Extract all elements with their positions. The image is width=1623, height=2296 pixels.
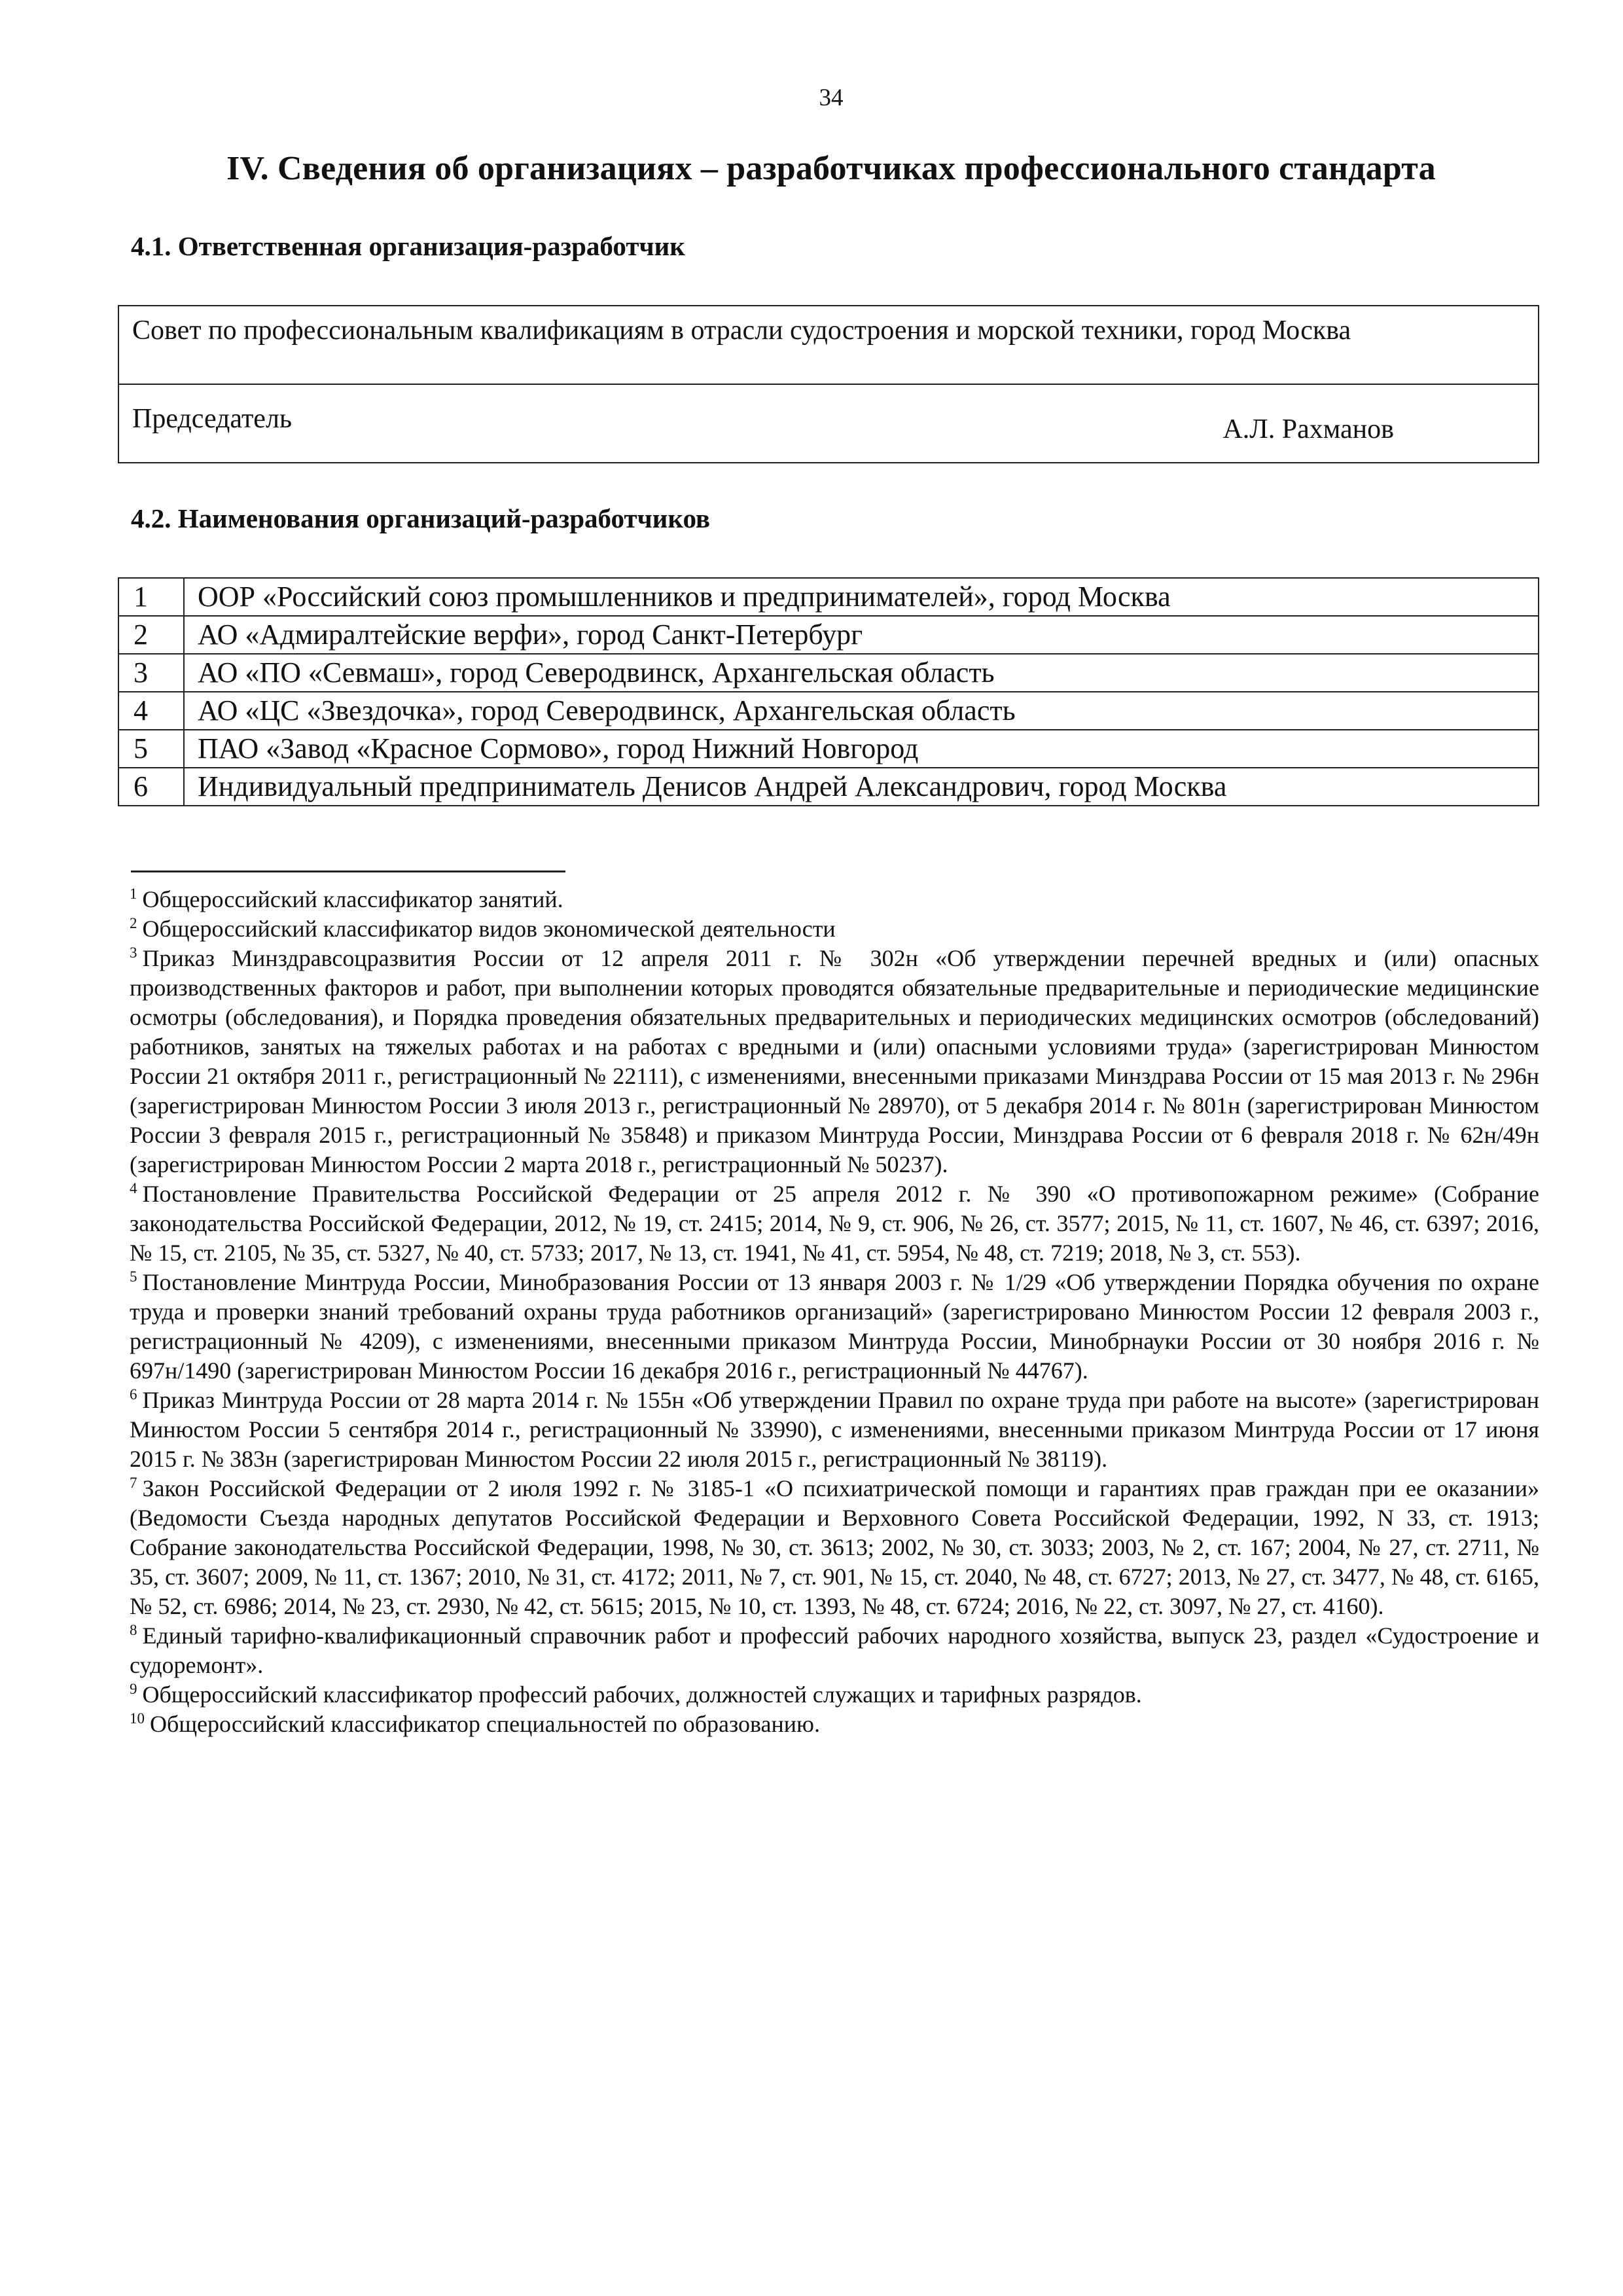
head-person: А.Л. Рахманов <box>1222 414 1394 444</box>
footnote-mark: 3 <box>130 944 137 961</box>
developer-orgs-table <box>118 577 1539 806</box>
footnote-mark: 1 <box>130 886 137 902</box>
head-role: Председатель <box>132 404 293 434</box>
footnote-mark: 7 <box>130 1475 137 1491</box>
org-name-cell: ООР «Российский союз промышленников и предпринимателей», город Москва <box>184 578 1539 616</box>
row-number: 1 <box>118 578 184 616</box>
footnote <box>130 914 1539 944</box>
section-title: IV. Сведения об организациях – разработчиках профессионального стандарта <box>226 150 1436 187</box>
footnote <box>130 1680 1539 1710</box>
table-row <box>118 692 1539 730</box>
footnote <box>130 1710 1539 1739</box>
footnote-text: Общероссийский классификатор занятий. <box>142 886 563 912</box>
responsible-org-heading: 4.1. Ответственная организация-разработчик <box>131 231 685 261</box>
footnote <box>130 1621 1539 1680</box>
footnote-mark: 9 <box>130 1681 137 1697</box>
responsible-org-head-row <box>119 385 1538 462</box>
org-name-cell: ПАО «Завод «Красное Сормово», город Нижний Новгород <box>184 730 1539 768</box>
responsible-org-name: Совет по профессиональным квалификациям в отрасли судостроения и морской техники, город Москва <box>119 306 1538 385</box>
row-number: 4 <box>118 692 184 730</box>
footnote-text: Приказ Минтруда России от 28 марта 2014 г. № 155н «Об утверждении Правил по охране труда при работе на высоте» (зарегистрирован Минюстом России 5 сентября 2014 г., регистрационный № 33990), с изменениями, внесенными приказом Минтруда России от 17 июня 2015 г. № 383н (зарегистрирован Минюстом России 22 июля 2015 г., регистрационный № 38119). <box>130 1387 1539 1472</box>
footnote <box>130 944 1539 1179</box>
footnote <box>130 885 1539 914</box>
table-row <box>118 730 1539 768</box>
footnote-mark: 2 <box>130 915 137 931</box>
footnote <box>130 1474 1539 1621</box>
footnote <box>130 1386 1539 1474</box>
footnote-text: Единый тарифно-квалификационный справочник работ и профессий рабочих народного хозяйства, выпуск 23, раздел «Судостроение и судоремонт». <box>130 1623 1539 1678</box>
footnote-text: Закон Российской Федерации от 2 июля 1992 г. № 3185-1 «О психиатрической помощи и гарантиях прав граждан при ее оказании» (Ведомости Съезда народных депутатов Российской Федерации и Верховного Совета Российской Федерации, 1992, N 33, ст. 1913; Собрание законодательства Российской Федерации, 1998, № 30, ст. 3613; 2002, № 30, ст. 3033; 2003, № 2, ст. 167; 2004, № 27, ст. 2711, № 35, ст. 3607; 2009, № 11, ст. 1367; 2010, № 31, ст. 4172; 2011, № 7, ст. 901, № 15, ст. 2040, № 48, ст. 6727; 2013, № 27, ст. 3477, № 48, ст. 6165, № 52, ст. 6986; 2014, № 23, ст. 2930, № 42, ст. 5615; 2015, № 10, ст. 1393, № 48, ст. 6724; 2016, № 22, ст. 3097, № 27, ст. 4160). <box>130 1475 1539 1619</box>
footnote <box>130 1268 1539 1386</box>
footnote-separator <box>131 870 565 872</box>
footnote-mark: 4 <box>130 1180 137 1196</box>
org-name-cell: Индивидуальный предприниматель Денисов Андрей Александрович, город Москва <box>184 768 1539 806</box>
row-number: 5 <box>118 730 184 768</box>
footnote-text: Общероссийский классификатор профессий рабочих, должностей служащих и тарифных разрядов. <box>142 1681 1142 1708</box>
footnote <box>130 1179 1539 1268</box>
responsible-org-box <box>118 305 1539 463</box>
table-row <box>118 654 1539 692</box>
footnote-mark: 10 <box>130 1710 145 1727</box>
footnote-text: Общероссийский классификатор специальностей по образованию. <box>150 1711 820 1737</box>
row-number: 6 <box>118 768 184 806</box>
footnote-mark: 8 <box>130 1622 137 1638</box>
footnote-text: Приказ Минздравсоцразвития России от 12 апреля 2011 г. № 302н «Об утверждении перечней вредных и (или) опасных производственных факторов и работ, при выполнении которых проводятся обязательные предварительные и периодические медицинские осмотры (обследования), и Порядка проведения обязательных предварительных и периодических медицинских осмотров (обследований) работников, занятых на тяжелых работах и на работах с вредными и (или) опасными условиями труда» (зарегистрирован Минюстом России 21 октября 2011 г., регистрационный № 22111), с изменениями, внесенными приказами Минздрава России от 15 мая 2013 г. № 296н (зарегистрирован Минюстом России 3 июля 2013 г., регистрационный № 28970), от 5 декабря 2014 г. № 801н (зарегистрирован Минюстом России 3 февраля 2015 г., регистрационный № 35848) и приказом Минтруда России, Минздрава России от 6 февраля 2018 г. № 62н/49н (зарегистрирован Минюстом России 2 марта 2018 г., регистрационный № 50237). <box>130 945 1539 1177</box>
page-number: 34 <box>819 84 844 111</box>
table-row <box>118 768 1539 806</box>
footnote-text: Постановление Правительства Российской Федерации от 25 апреля 2012 г. № 390 «О противопожарном режиме» (Собрание законодательства Российской Федерации, 2012, № 19, ст. 2415; 2014, № 9, ст. 906, № 26, ст. 3577; 2015, № 11, ст. 1607, № 46, ст. 6397; 2016, № 15, ст. 2105, № 35, ст. 5327, № 40, ст. 5733; 2017, № 13, ст. 1941, № 41, ст. 5954, № 48, ст. 7219; 2018, № 3, ст. 553). <box>130 1181 1539 1266</box>
row-number: 3 <box>118 654 184 692</box>
footnote-mark: 5 <box>130 1268 137 1285</box>
org-name-cell: АО «Адмиралтейские верфи», город Санкт-Петербург <box>184 616 1539 654</box>
table-row <box>118 616 1539 654</box>
footnote-text: Постановление Минтруда России, Минобразования России от 13 января 2003 г. № 1/29 «Об утверждении Порядка обучения по охране труда и проверки знаний требований охраны труда работников организаций» (зарегистрировано Минюстом России 12 февраля 2003 г., регистрационный № 4209), с изменениями, внесенными приказом Минтруда России, Минобрнауки России от 30 ноября 2016 г. № 697н/1490 (зарегистрирован Минюстом России 16 декабря 2016 г., регистрационный № 44767). <box>130 1269 1539 1384</box>
developer-orgs-heading: 4.2. Наименования организаций-разработчиков <box>131 503 711 533</box>
org-name-cell: АО «ПО «Севмаш», город Северодвинск, Архангельская область <box>184 654 1539 692</box>
footnotes <box>130 885 1539 1739</box>
footnote-text: Общероссийский классификатор видов экономической деятельности <box>142 916 836 942</box>
org-name-cell: АО «ЦС «Звездочка», город Северодвинск, Архангельская область <box>184 692 1539 730</box>
row-number: 2 <box>118 616 184 654</box>
footnote-mark: 6 <box>130 1386 137 1403</box>
table-row <box>118 578 1539 616</box>
